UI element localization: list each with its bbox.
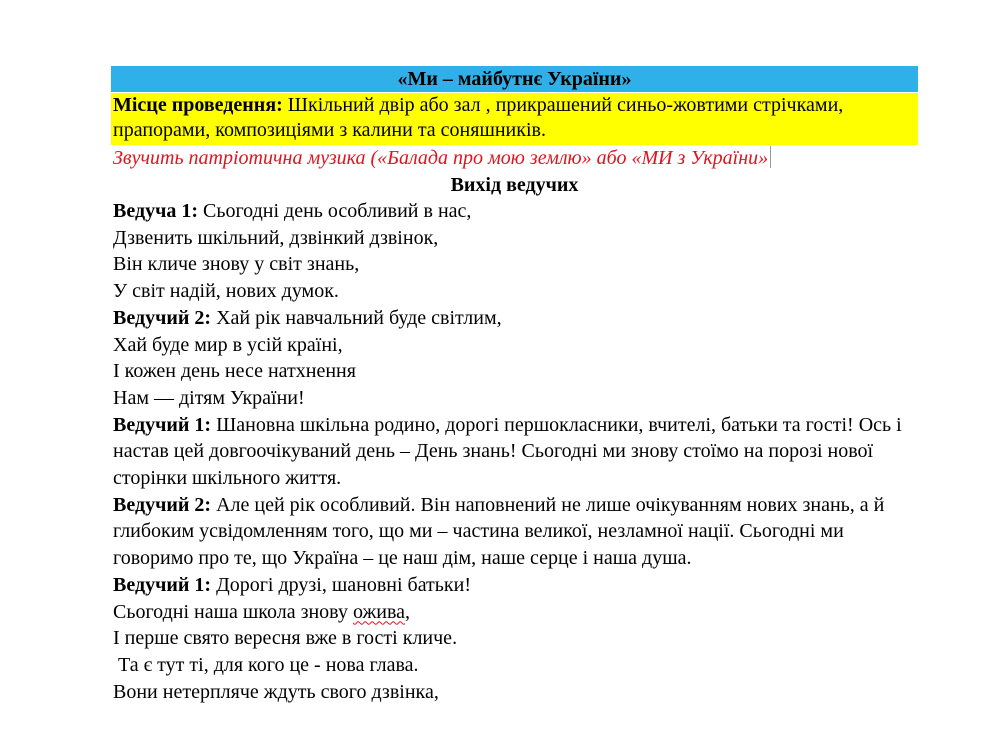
text-cursor — [770, 146, 771, 168]
spellcheck-flagged-word[interactable]: ожива — [352, 600, 406, 623]
verse-line — [113, 572, 918, 599]
document-title: «Ми – майбутнє України» — [111, 66, 918, 92]
speaker-block — [111, 492, 918, 572]
speaker-block — [111, 572, 918, 706]
verse-text: , — [405, 600, 411, 623]
verse-text: Сьогодні день особливий в нас, — [198, 200, 472, 222]
verse-line: У світ надій, нових думок. — [113, 280, 339, 303]
venue-label: Місце проведення: — [113, 94, 283, 116]
prose-paragraph — [113, 492, 918, 572]
speaker-label: Ведучий 1: — [113, 413, 212, 436]
verse-line: Дзвенить шкільний, дзвінкий дзвінок, — [113, 226, 439, 249]
verse-line: І перше свято вересня вже в гості кличе. — [113, 627, 458, 650]
verse-text: Дорогі друзі, шановні батьки! — [211, 573, 471, 596]
verse-line: Та є тут ті, для кого це - нова глава. — [113, 653, 419, 676]
music-note — [111, 145, 918, 172]
venue-text: Шкільний двір або зал , прикрашений синьо-жовтими стрічками, прапорами, композиціями з калини та соняшників. — [113, 94, 844, 141]
speaker-label: Ведуча 1: — [113, 200, 199, 222]
verse-line: Хай буде мир в усій країні, — [113, 333, 343, 356]
section-heading: Вихід ведучих — [450, 174, 579, 196]
speaker-label: Ведучий 2: — [113, 306, 212, 329]
prose-text: Але цей рік особливий. Він наповнений не лише очікуванням нових знань, а й глибоким усвідомленням того, що ми – частина великої, незламної нації. Сьогодні ми говоримо про те, що Україна – це наш дім, наше серце і наша душа. — [113, 493, 885, 570]
verse-text: Сьогодні наша школа знову — [113, 600, 353, 623]
verse-text: Хай рік навчальний буде світлим, — [211, 306, 502, 329]
speaker-label: Ведучий 1: — [113, 573, 212, 596]
verse-line — [113, 599, 918, 626]
verse-line — [113, 198, 918, 225]
verse-line: Він кличе знову у світ знань, — [113, 253, 360, 276]
speaker-block — [111, 305, 918, 412]
verse-line: І кожен день несе натхнення — [113, 360, 356, 383]
speaker-label: Ведучий 2: — [113, 493, 212, 516]
document-page — [111, 66, 918, 705]
prose-text: Шановна шкільна родино, дорогі першокласники, вчителі, батьки та гості! Ось і настав цей довгоочікуваний день – День знань! Сьогодні ми знову стоїмо на порозі нової сторінки шкільного життя. — [113, 413, 902, 490]
speaker-block — [111, 198, 918, 305]
prose-paragraph — [113, 412, 918, 492]
speaker-block — [111, 412, 918, 492]
venue-block — [111, 93, 918, 145]
verse-line: Вони нетерпляче ждуть свого дзвінка, — [113, 680, 439, 703]
verse-line: Нам — дітям України! — [113, 386, 305, 409]
music-note-text: Звучить патріотична музика («Балада про мою землю» або «МИ з України» — [113, 147, 769, 169]
verse-line — [113, 305, 918, 332]
